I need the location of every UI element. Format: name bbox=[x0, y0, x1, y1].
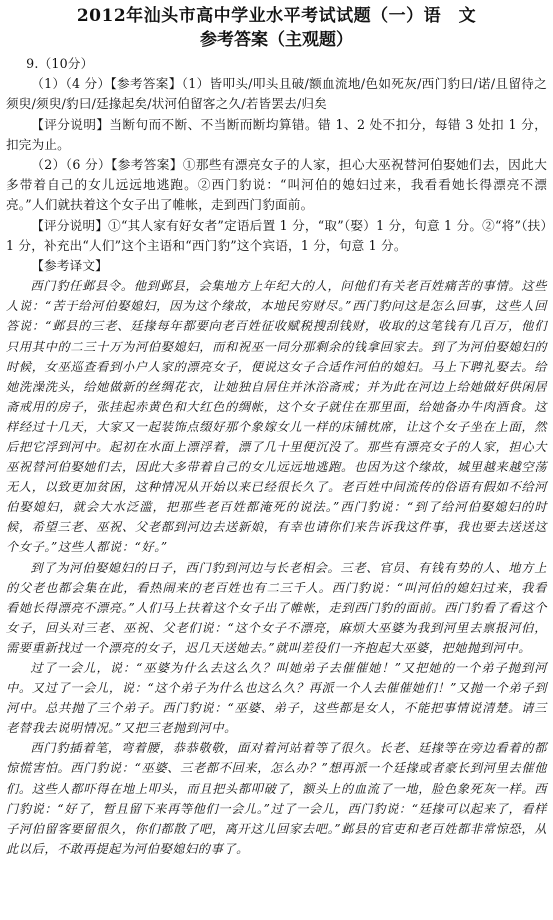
question-section bbox=[6, 54, 547, 276]
part2-scoring-note: 【评分说明】①“其人家有好女者”定语后置 1 分，“取”（娶）1 分，句意 1 分。②“将”（扶）1 分，补充出“人们”这个主语和“西门豹”这个宾语，1 分，句意 1 分。 bbox=[6, 217, 547, 253]
part2-answer: （2）（6 分）【参考答案】①那些有漂亮女子的人家，担心大巫祝替河伯娶她们去，因此大多带着自己的女儿远远地逃跑。②西门豹说：“叫河伯的媳妇过来，我看看她长得漂亮不漂亮。”人们就扶着这个女子出了帷帐，走到西门豹面前。 bbox=[6, 157, 547, 213]
part1-scoring-note: 【评分说明】当断句而不断、不当断而断均算错。错 1、2 处不扣分，每错 3 处扣 1 分，扣完为止。 bbox=[6, 116, 547, 152]
reference-translation bbox=[6, 276, 547, 859]
part1-answer: （1）（4 分）【参考答案】（1）皆叩头/叩头且破/额血流地/色如死灰/西门豹曰/诺/且留待之须臾/须臾/豹曰/廷掾起矣/状河伯留客之久/若皆罢去/归矣 bbox=[6, 76, 547, 112]
translation-paragraph: 西门豹插着笔，弯着腰，恭恭敬敬，面对着河站着等了很久。长老、廷掾等在旁边看着的都惊慌害怕。西门豹说：“巫婆、三老都不回来，怎么办？”想再派一个廷掾或者豪长到河里去催他们。这些人都吓得在地上叩头，而且把头都叩破了，额头上的血流了一地，脸色象死灰一样。西门豹说：“好了，暂且留下来再等他们一会儿。”过了一会儿，西门豹说：“廷掾可以起来了，看样子河伯留客要留很久，你们都散了吧，离开这儿回家去吧。”邺县的官吏和老百姓都非常惊恐，从此以后，不敢再提起为河伯娶媳妇的事了。 bbox=[6, 741, 547, 856]
translation-paragraph: 西门豹任邺县令。他到邺县，会集地方上年纪大的人，问他们有关老百姓痛苦的事情。这些人说：“苦于给河伯娶媳妇，因为这个缘故，本地民穷财尽。”西门豹问这是怎么回事，这些人回答说：“邺县的三老、廷掾每年都要向老百姓征收赋税搜刮钱财，收取的这笔钱有几百万，他们只用其中的二三十万为河伯娶媳妇，而和祝巫一同分那剩余的钱拿回家去。到了为河伯娶媳妇的时候，女巫巡查看到小户人家的漂亮女子，便说这女子合适作河伯的媳妇。马上下聘礼娶去。给她洗澡洗头，给她做新的丝绸花衣，让她独自居住并沐浴斋戒；并为此在河边上给她做好供闲居斋戒用的房子，张挂起赤黄色和大红色的绸帐，这个女子就住在那里面，给她备办牛肉酒食。这样经过十几天，大家又一起装饰点缀好那个象嫁女儿一样的床铺枕席，让这个女子坐在上面，然后把它浮到河中。起初在水面上漂浮着，漂了几十里便沉没了。那些有漂亮女子的人家，担心大巫祝替河伯娶她们去，因此大多带着自己的女儿远远地逃跑。也因为这个缘故，城里越来越空荡无人，以致更加贫困，这种情况从开始以来已经很长久了。老百姓中间流传的俗语有假如不给河伯娶媳妇，就会大水泛滥，把那些老百姓都淹死的说法。”西门豹说：“到了给河伯娶媳妇的时候，希望三老、巫祝、父老都到河边去送新娘，有幸也请你们来告诉我这件事，我也要去送送这个女子。”这些人都说：“好。” bbox=[6, 279, 547, 555]
translation-paragraph: 到了为河伯娶媳妇的日子，西门豹到河边与长老相会。三老、官员、有钱有势的人、地方上的父老也都会集在此，看热闹来的老百姓也有二三千人。西门豹说：“叫河伯的媳妇过来，我看看她长得漂亮不漂亮。”人们马上扶着这个女子出了帷帐，走到西门豹的面前。西门豹看了看这个女子，回头对三老、巫祝、父老们说：“这个女子不漂亮，麻烦大巫婆为我到河里去禀报河伯，需要重新找过一个漂亮的女子，迟几天送她去。”就叫差役们一齐抱起大巫婆，把她抛到河中。 bbox=[6, 560, 547, 655]
document-subtitle: 参考答案（主观题） bbox=[200, 30, 353, 50]
translation-heading: 【参考译文】 bbox=[31, 258, 108, 274]
document-title: 2012年汕头市高中学业水平考试试题（一）语 文 bbox=[76, 6, 477, 26]
translation-paragraph: 过了一会儿，说：“巫婆为什么去这么久？叫她弟子去催催她！”又把她的一个弟子抛到河中。又过了一会儿，说：“这个弟子为什么也这么久？再派一个人去催催她们！”又抛一个弟子到河中。总共抛了三个弟子。西门豹说：“巫婆、弟子，这些都是女人，不能把事情说清楚。请三老替我去说明情况。”又把三老抛到河中。 bbox=[6, 661, 547, 736]
question-number: 9.（10分） bbox=[26, 56, 94, 71]
